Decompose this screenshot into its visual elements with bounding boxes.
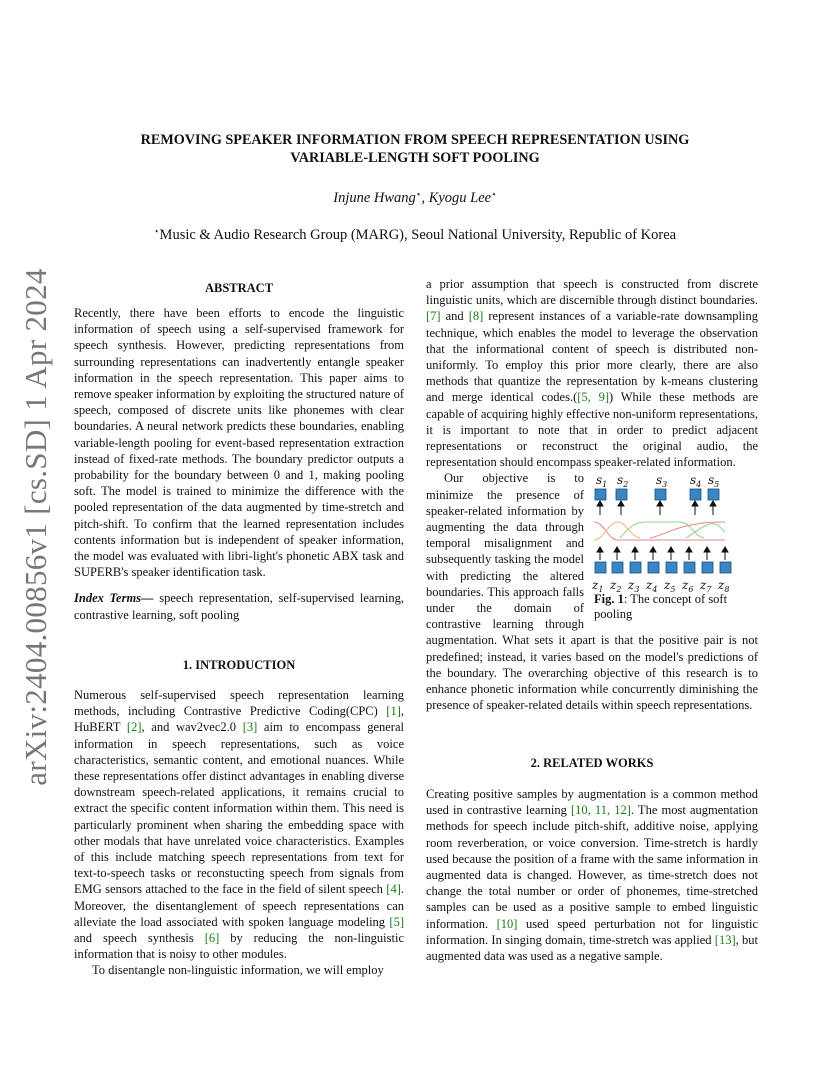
frame-box [648,562,659,573]
title-line-2: VARIABLE-LENGTH SOFT POOLING [290,150,540,166]
citation-link[interactable]: [13] [714,932,736,947]
frame-box [595,562,606,573]
abstract-section [74,281,404,623]
index-terms-text: speech representation, self-supervised learning, contrastive learning, soft pooling [74,591,404,622]
paper-title [90,131,740,167]
citation-link[interactable]: [4] [386,882,401,897]
s-label: $s_5$ [708,473,720,490]
citation-link[interactable]: [7] [426,309,441,324]
intro-text: , HuBERT [74,704,404,735]
frame-box [720,562,731,573]
figure-caption [590,592,758,622]
index-terms [74,590,404,622]
body-text: represent instances of a variable-rate downsampling technique, which enables the model to leverage the observation that the informational content of speech is distributed non-uniformly. To employ this prior more clearly, there are also methods that quantize the representation by k-means clustering and merge identical codes.( [426,309,758,405]
z-label: $z_7$ [700,578,712,593]
citation-link[interactable]: [3] [242,720,258,735]
figure-1 [590,470,758,622]
frame-box [702,562,713,573]
intro-text: by reducing the non-linguistic information that is noisy to other modules. [74,931,404,962]
body-text: Creating positive samples by augmentation is a common method used in contrastive learning [426,787,758,818]
index-terms-label: Index Terms— [74,591,154,606]
arrow-up-icon [614,547,620,552]
citation-link[interactable]: [5] [389,914,404,929]
abstract-text: Recently, there have been efforts to encode the linguistic information of speech using a self-supervised framework for speech synthesis. However, predicting representations from surrounding representations can inadvertently entangle speaker information in the speech representation. This paper aims to remove speaker information by exploiting the structured nature of speech, composed of discrete units like phonemes with clear boundaries. A neural network predicts these boundaries, enabling variable-length pooling for event-based representation extraction instead of fixed-rate methods. The boundary predictor outputs a probability for the boundary between 0 and 1, making pooling soft. The model is trained to minimize the difference with the pooled representation of the data augmented by time-stretch and pitch-shift. To confirm that the learned representation includes contents information but is independent of speaker information, the model was evaluated with libri-light's phonetic ABX task and SUPERB's speaker identification task. [74,306,404,580]
frame-box [684,562,695,573]
introduction-paragraph-1 [74,687,404,962]
related-works-section [426,756,758,964]
intro-text: , and wav2vec2.0 [141,720,243,735]
s-label: $s_4$ [690,473,702,490]
author-star-icon: ⋆ [415,189,422,199]
affiliation-text: Music & Audio Research Group (MARG), Seoul National University, Republic of Korea [159,227,677,243]
body-text: ) While these methods are capable of acquiring highly effective non-uniform representations, it is important to note that in order to predict adjacent representations or reconstruct the original audio, the representation should encompass speaker-related information. [426,390,759,470]
intro-text: . Moreover, the disentanglement of speech representations can alleviate the load associated with spoken language modeling [74,882,404,929]
segment-box [708,489,719,500]
intro-text: Numerous self-supervised speech representation learning methods, including Contrastive Predictive Coding(CPC) [74,688,404,719]
author-star-icon: ⋆ [491,189,497,199]
author-list: Injune Hwang⋆, Kyogu Lee⋆ [333,189,497,206]
introduction-paragraph-2: To disentangle non-linguistic information, we will employ [92,963,384,978]
citation-link[interactable]: [1] [386,704,401,719]
s-label: $s_1$ [596,473,608,490]
segment-box [690,489,701,500]
segment-box [595,489,606,500]
body-text: used speed perturbation not for linguistic information. In singing domain, time-stretch was applied [426,916,758,947]
arrow-up-icon [632,547,638,552]
right-column [426,276,758,713]
segment-box [655,489,666,500]
body-text: . The most augmentation methods for speech include pitch-shift, additive noise, applying room reverberation, or voice conversion. Time-stretch is hardly used because the position of a frame with the same information in augmented data is changed. However, as time-stretch does not change the total number or order of phonemes, time-stretched samples can be used as a positive sample to embed linguistic information. [426,803,758,931]
introduction-heading: 1. INTRODUCTION [182,658,296,672]
frame-box [612,562,623,573]
arrow-up-icon [722,547,728,552]
s-label: $s_3$ [656,473,668,490]
soft-boundary-curve [686,524,725,538]
introduction-section [74,658,404,979]
z-label: $z_1$ [592,578,604,593]
soft-boundary-curve [594,522,725,540]
z-label: $z_5$ [664,578,676,593]
intro-text: and speech synthesis [74,931,205,946]
related-works-heading: 2. RELATED WORKS [530,756,654,770]
citation-link[interactable]: [10] [496,916,518,931]
arrow-up-icon [668,547,674,552]
arrow-up-icon [650,547,656,552]
citation-link[interactable]: [8] [468,309,484,324]
title-line-1: REMOVING SPEAKER INFORMATION FROM SPEECH REPRESENTATION USING [140,132,690,148]
s-label: $s_2$ [617,473,629,490]
abstract-heading: ABSTRACT [204,281,274,295]
z-label: $z_3$ [628,578,640,593]
affiliation-star-icon: ⋆ [153,226,160,236]
frame-box [630,562,641,573]
z-label: $z_2$ [610,578,622,593]
citation-link[interactable]: [2] [126,720,142,735]
right-paragraph-1 [426,276,758,470]
arxiv-sidebar-stamp [14,268,58,786]
citation-link[interactable]: [5, 9] [577,390,610,405]
segment-box [616,489,627,500]
author-name: Injune Hwang [333,190,416,206]
arxiv-identifier: arXiv:2404.00856v1 [cs.SD] 1 Apr 2024 [18,268,53,786]
z-label: $z_4$ [646,578,658,593]
intro-text: aim to encompass general information in speech representations, such as voice characteristics, semantic content, and emotional nuances. While these representations offer distinct advantages in enabling diverse downstream speech-related applications, it remains crucial to extract the specific content information within them. This need is particularly prominent when sharing the embedding space with other modals that have unrelated voice characteristics. Examples of this include matching speech representations from text for text-to-speech tasks or reconstucting speech from signals from EMG sensors attached to the face in the field of silent speech [74,720,404,897]
arrow-up-icon [704,547,710,552]
z-label: $z_8$ [718,578,730,593]
right-paragraph-2: Our objective is to minimize the presence of speaker-related information by augmenting the data through temporal misalignment and subsequently tasking the model with predicting the altered boundaries. This approach falls under the domain of contrastive learning through augmentation. What sets it apart is that the positive pair is not predefined; instead, it varies based on the model's predictions of the boundary. The overarching objective of this research is to enhance phonetic information while concurrently diminishing the presence of speaker-related details within speech representations. [426,471,758,713]
authors [90,189,740,207]
author-name: Kyogu Lee [428,190,492,206]
body-text: , but augmented data was used as a negative sample. [426,932,758,964]
figure-wrap-region [426,470,758,713]
citation-link[interactable]: [6] [204,931,220,946]
soft-pooling-diagram [590,470,758,592]
caption-text: : The concept of soft pooling [594,592,728,622]
affiliation [90,226,740,244]
caption-label: Fig. 1 [594,592,624,607]
body-text: a prior assumption that speech is constructed from discrete linguistic units, which are discernible through distinct boundaries. [426,277,758,308]
related-works-paragraph [426,786,758,964]
body-text: and [440,309,469,324]
arrow-up-icon [686,547,692,552]
citation-link[interactable]: [10, 11, 12] [571,803,631,818]
arrow-up-icon [597,547,603,552]
frame-box [666,562,677,573]
z-label: $z_6$ [682,578,694,593]
